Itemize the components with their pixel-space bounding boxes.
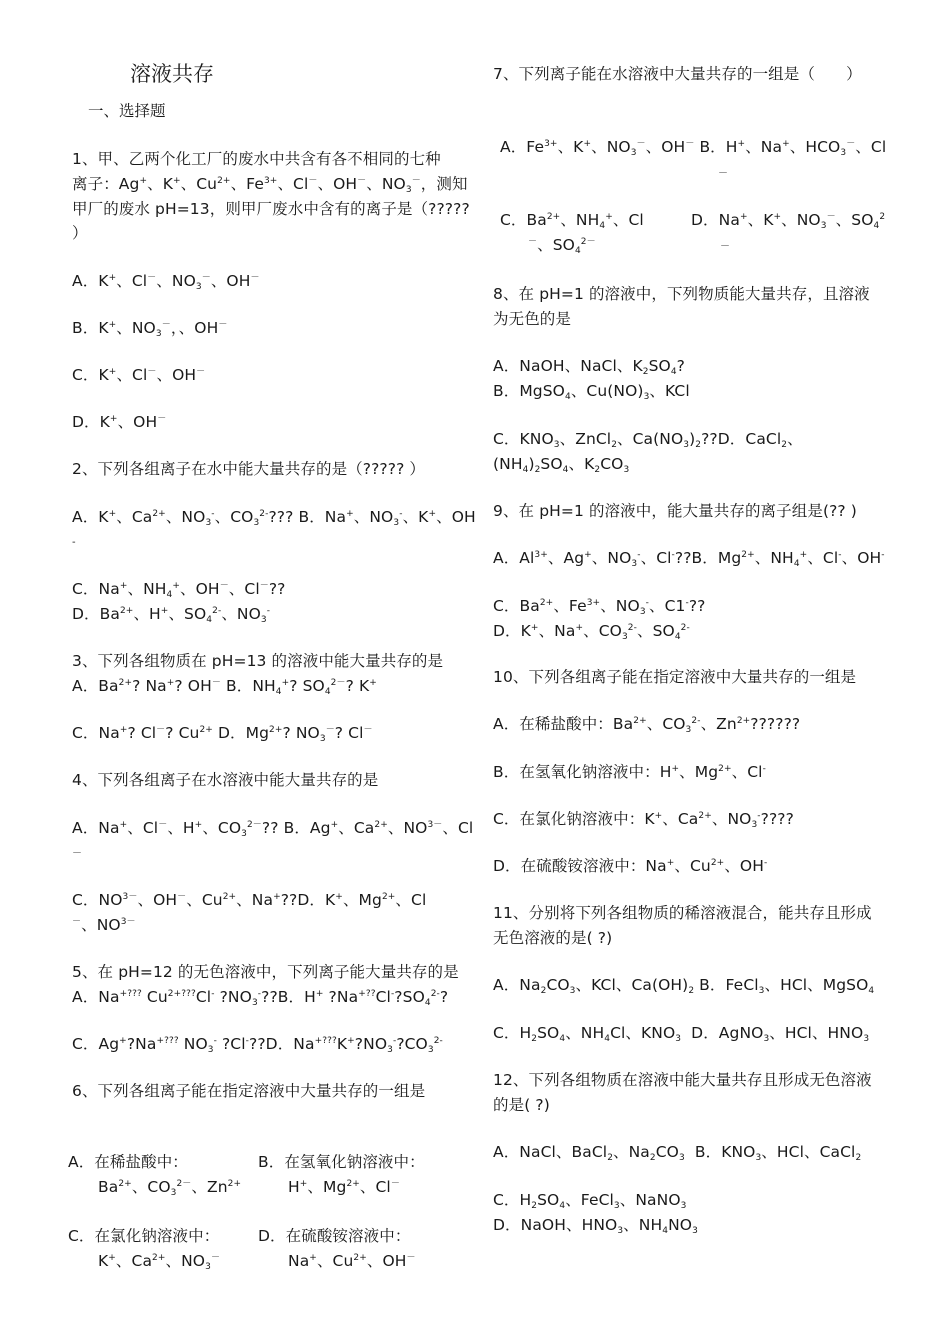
text-line: 1、甲、乙两个化工厂的废水中共含有各不相同的七种 [72, 150, 441, 168]
text-line: C．$Ba^{2+}$、$NH_4^+$、Cl [500, 211, 644, 231]
text-line: ） [72, 224, 88, 242]
text-line: － [72, 848, 83, 859]
text-line: A．$Al^{3+}$、Ag+、$NO_3^-$、Cl-??B．$Mg^{2+}$、$NH_4^+$、Cl-、OH- [493, 549, 885, 569]
text-line: D．在硫酸铵溶液中：Na+、$Cu^{2+}$、OH- [493, 857, 768, 875]
text-line: $(NH_4)_2SO_4$、$K_2CO_3$ [493, 455, 630, 475]
text-line: D．NaOH、$HNO_3$、$NH_4NO_3$ [493, 1216, 698, 1236]
text-line: 为无色的是 [493, 310, 572, 328]
text-line: 离子：Ag+、K+、$Cu^{2+}$、$Fe^{3+}$、Cl－、OH－、$NO_3^-$，测知 [72, 175, 468, 195]
text-line: A．NaOH、NaCl、$K_2SO_4$? [493, 357, 685, 377]
text-line: 8、在 pH=1 的溶液中，下列物质能大量共存，且溶液 [493, 285, 870, 303]
text-line: A．在稀盐酸中： [68, 1153, 188, 1171]
text-line: C．$NO^{3-}$、OH－、$Cu^{2+}$、Na+??D．K+、$Mg^{2+}$、Cl [72, 891, 427, 909]
text-line: D．K+、OH－ [72, 413, 167, 431]
text-line: C．$H_2SO_4$、FeCl$_3$、NaNO$_3$ [493, 1191, 687, 1211]
text-line: A．$Fe^{3+}$、K+、$NO_3^-$、OH－ B．H+、Na+、$HCO_3^-$、Cl [500, 138, 887, 158]
text-line: －、$SO_4^{2-}$ [528, 236, 596, 256]
text-line: C．Na+? Cl－? $Cu^{2+}$ D．$Mg^{2+}$? $NO_3^-$? Cl－ [72, 724, 373, 744]
text-line: C．$KNO_3$、ZnCl$_2$、$Ca(NO_3)_2??D$．CaCl$_2$、 [493, 430, 803, 450]
text-line: A．K+、Cl－、$NO_3^-$、OH－ [72, 272, 260, 292]
text-line: A．Na+??? $Cu^{2+???}Cl^-$ $?NO_3^-??B$．H+ $?Na^{+??}Cl^-?SO_4^{2-}$? [72, 988, 449, 1008]
text-line: K+、$Ca^{2+}$、$NO_3^-$ [98, 1252, 221, 1272]
text-line: D．在硫酸铵溶液中： [258, 1227, 411, 1245]
text-line: Na+、$Cu^{2+}$、OH－ [288, 1252, 416, 1270]
text-line: 12、下列各组物质在溶液中能大量共存且形成无色溶液 [493, 1071, 872, 1089]
section-heading: 一、选择题 [88, 102, 166, 120]
text-line: B．在氢氧化钠溶液中：H+、$Mg^{2+}$、Cl- [493, 763, 766, 781]
text-line: 3、下列各组物质在 pH=13 的溶液中能大量共存的是 [72, 652, 444, 670]
text-line: 无色溶液的是( ?) [493, 929, 613, 947]
text-line: A．在稀盐酸中：$Ba^{2+}$、$CO_3^{2-}$、$Zn^{2+}$?????? [493, 715, 801, 735]
text-line: － [720, 241, 731, 252]
text-line: －、$NO^{3-}$ [72, 916, 136, 934]
text-line: B．在氢氧化钠溶液中： [258, 1153, 425, 1171]
text-line: 6、下列各组离子能在指定溶液中大量共存的一组是 [72, 1082, 426, 1100]
text-line: - [72, 537, 76, 548]
text-line: 7、下列离子能在水溶液中大量共存的一组是（ ） [493, 65, 862, 83]
text-line: 甲厂的废水 pH=13，则甲厂废水中含有的离子是（????? [72, 200, 470, 218]
text-line: C．Na+、$NH_4^+$、OH－、Cl－?? [72, 580, 286, 600]
text-line: 10、下列各组离子能在指定溶液中大量共存的一组是 [493, 668, 857, 686]
text-line: D．$Ba^{2+}$、H+、$SO_4^{2-}$、$NO_3^-$ [72, 605, 271, 625]
text-line: A．$Ba^{2+}$? Na+? OH－ B．$NH_4^+$? $SO_4^{2-}$? K+ [72, 677, 377, 697]
text-line: 的是( ?) [493, 1096, 550, 1114]
text-line: A．Na+、Cl－、H+、$CO_3^{2-}$?? B．Ag+、$Ca^{2+}$、$NO^{3-}$、Cl [72, 819, 474, 839]
text-line: H+、$Mg^{2+}$、Cl－ [288, 1178, 400, 1196]
text-line: D．Na+、K+、$NO_3^-$、$SO_4^2$ [691, 211, 886, 231]
text-line: A．NaCl、BaCl$_2$、$Na_2CO_3$ B．$KNO_3$、HCl、CaCl$_2$ [493, 1143, 862, 1163]
text-line: 5、在 pH=12 的无色溶液中，下列离子能大量共存的是 [72, 963, 459, 981]
text-line: 9、在 pH=1 的溶液中，能大量共存的离子组是(?? ) [493, 502, 857, 520]
text-line: 4、下列各组离子在水溶液中能大量共存的是 [72, 771, 379, 789]
text-line: 2、下列各组离子在水中能大量共存的是（????? ） [72, 460, 426, 478]
text-line: A．K+、$Ca^{2+}$、$NO_3^-$、$CO_3^{2-}$??? B．Na+、$NO_3^-$、K+、OH [72, 508, 476, 528]
text-line: $Ba^{2+}$、$CO_3^{2-}$、$Zn^{2+}$ [98, 1178, 242, 1198]
text-line: D．K+、Na+、$CO_3^{2-}$、$SO_4^{2-}$ [493, 622, 690, 642]
text-line: C．在氯化钠溶液中： [68, 1227, 220, 1245]
text-line: C．$Ba^{2+}$、$Fe^{3+}$、$NO_3^-$、C1-?? [493, 597, 706, 617]
text-line: B．K+、$NO_3^-$，、OH－ [72, 319, 228, 339]
text-line: C．K+、Cl－、OH－ [72, 366, 206, 384]
text-line: 11、分别将下列各组物质的稀溶液混合，能共存且形成 [493, 904, 872, 922]
text-line: B．MgSO$_4$、$Cu(NO)_3$、KCl [493, 382, 690, 402]
text-line: － [718, 168, 729, 179]
text-line: C．在氯化钠溶液中：K+、$Ca^{2+}$、$NO_3^-$???? [493, 810, 794, 830]
text-line: C．Ag+?Na+??? $NO_3^-$ ?Cl-??D．$Na^{+???}K^+?NO_3^-?CO_3^{2-}$ [72, 1035, 443, 1055]
text-line: A．$Na_2CO_3$、KCl、$Ca(OH)_2$ B．FeCl$_3$、HCl、MgSO$_4$ [493, 976, 875, 996]
text-line: C．$H_2SO_4$、$NH_4Cl$、$KNO_3$ D．AgNO$_3$、HCl、$HNO_3$ [493, 1024, 870, 1044]
page-title: 溶液共存 [130, 62, 214, 86]
